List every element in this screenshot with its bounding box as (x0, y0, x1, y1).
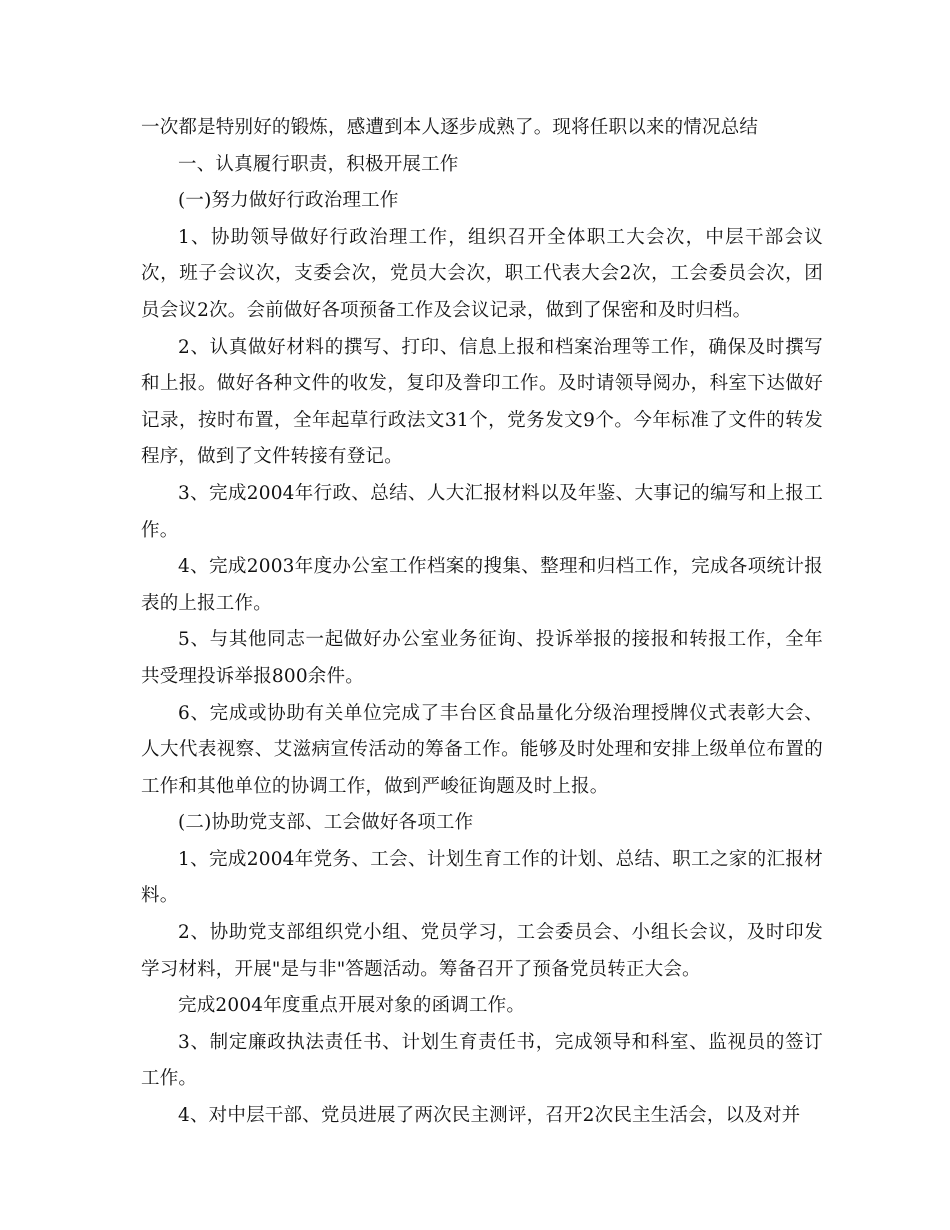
paragraph-1: 一次都是特别好的锻炼，感遭到本人逐步成熟了。现将任职以来的情况总结 (141, 117, 759, 138)
subsection-heading-2: (二)协助党支部、工会做好各项工作 (178, 812, 474, 834)
paragraph-item-3: 3、完成2004年行政、总结、人大汇报材料以及年鉴、大事记的编写和上报工作。 (141, 482, 823, 541)
paragraph-party-2: 2、协助党支部组织党小组、党员学习，工会委员会、小组长会议，及时印发学习材料，开展"是与非"答题活动。筹备召开了预备党员转正大会。 (141, 922, 823, 980)
section-heading-1: 一、认真履行职责，积极开展工作 (178, 153, 459, 175)
paragraph-item-4: 4、完成2003年度办公室工作档案的搜集、整理和归档工作，完成各项统计报表的上报工作。 (141, 556, 823, 614)
paragraph-item-2: 2、认真做好材料的撰写、打印、信息上报和档案治理等工作，确保及时撰写和上报。做好各种文件的收发，复印及誊印工作。及时请领导阅办，科室下达做好记录，按时布置，全年起草行政法文31个，党务发文9个。今年标准了文件的转发程序，做到了文件转接有登记。 (141, 336, 823, 468)
document-page (141, 110, 823, 1135)
subsection-heading-1: (一)努力做好行政治理工作 (178, 190, 399, 212)
paragraph-party-3: 3、制定廉政执法责任书、计划生育责任书，完成领导和科室、监视员的签订工作。 (141, 1031, 823, 1090)
paragraph-party-1: 1、完成2004年党务、工会、计划生育工作的计划、总结、职工之家的汇报材料。 (141, 848, 823, 907)
paragraph-item-5: 5、与其他同志一起做好办公室业务征询、投诉举报的接报和转报工作，全年共受理投诉举报800余件。 (141, 629, 823, 687)
paragraph-party-4: 4、对中层干部、党员进展了两次民主测评，召开2次民主生活会，以及对并 (178, 1105, 801, 1127)
paragraph-item-1: 1、协助领导做好行政治理工作，组织召开全体职工大会次，中层干部会议次，班子会议次，支委会次，党员大会次，职工代表大会2次，工会委员会次，团员会议2次。会前做好各项预备工作及会议记录，做到了保密和及时归档。 (141, 226, 823, 321)
paragraph-party-note: 完成2004年度重点开展对象的函调工作。 (178, 995, 526, 1017)
paragraph-item-6: 6、完成或协助有关单位完成了丰台区食品量化分级治理授牌仪式表彰大会、人大代表视察、艾滋病宣传活动的筹备工作。能够及时处理和安排上级单位布置的工作和其他单位的协调工作，做到严峻征询题及时上报。 (141, 702, 823, 797)
